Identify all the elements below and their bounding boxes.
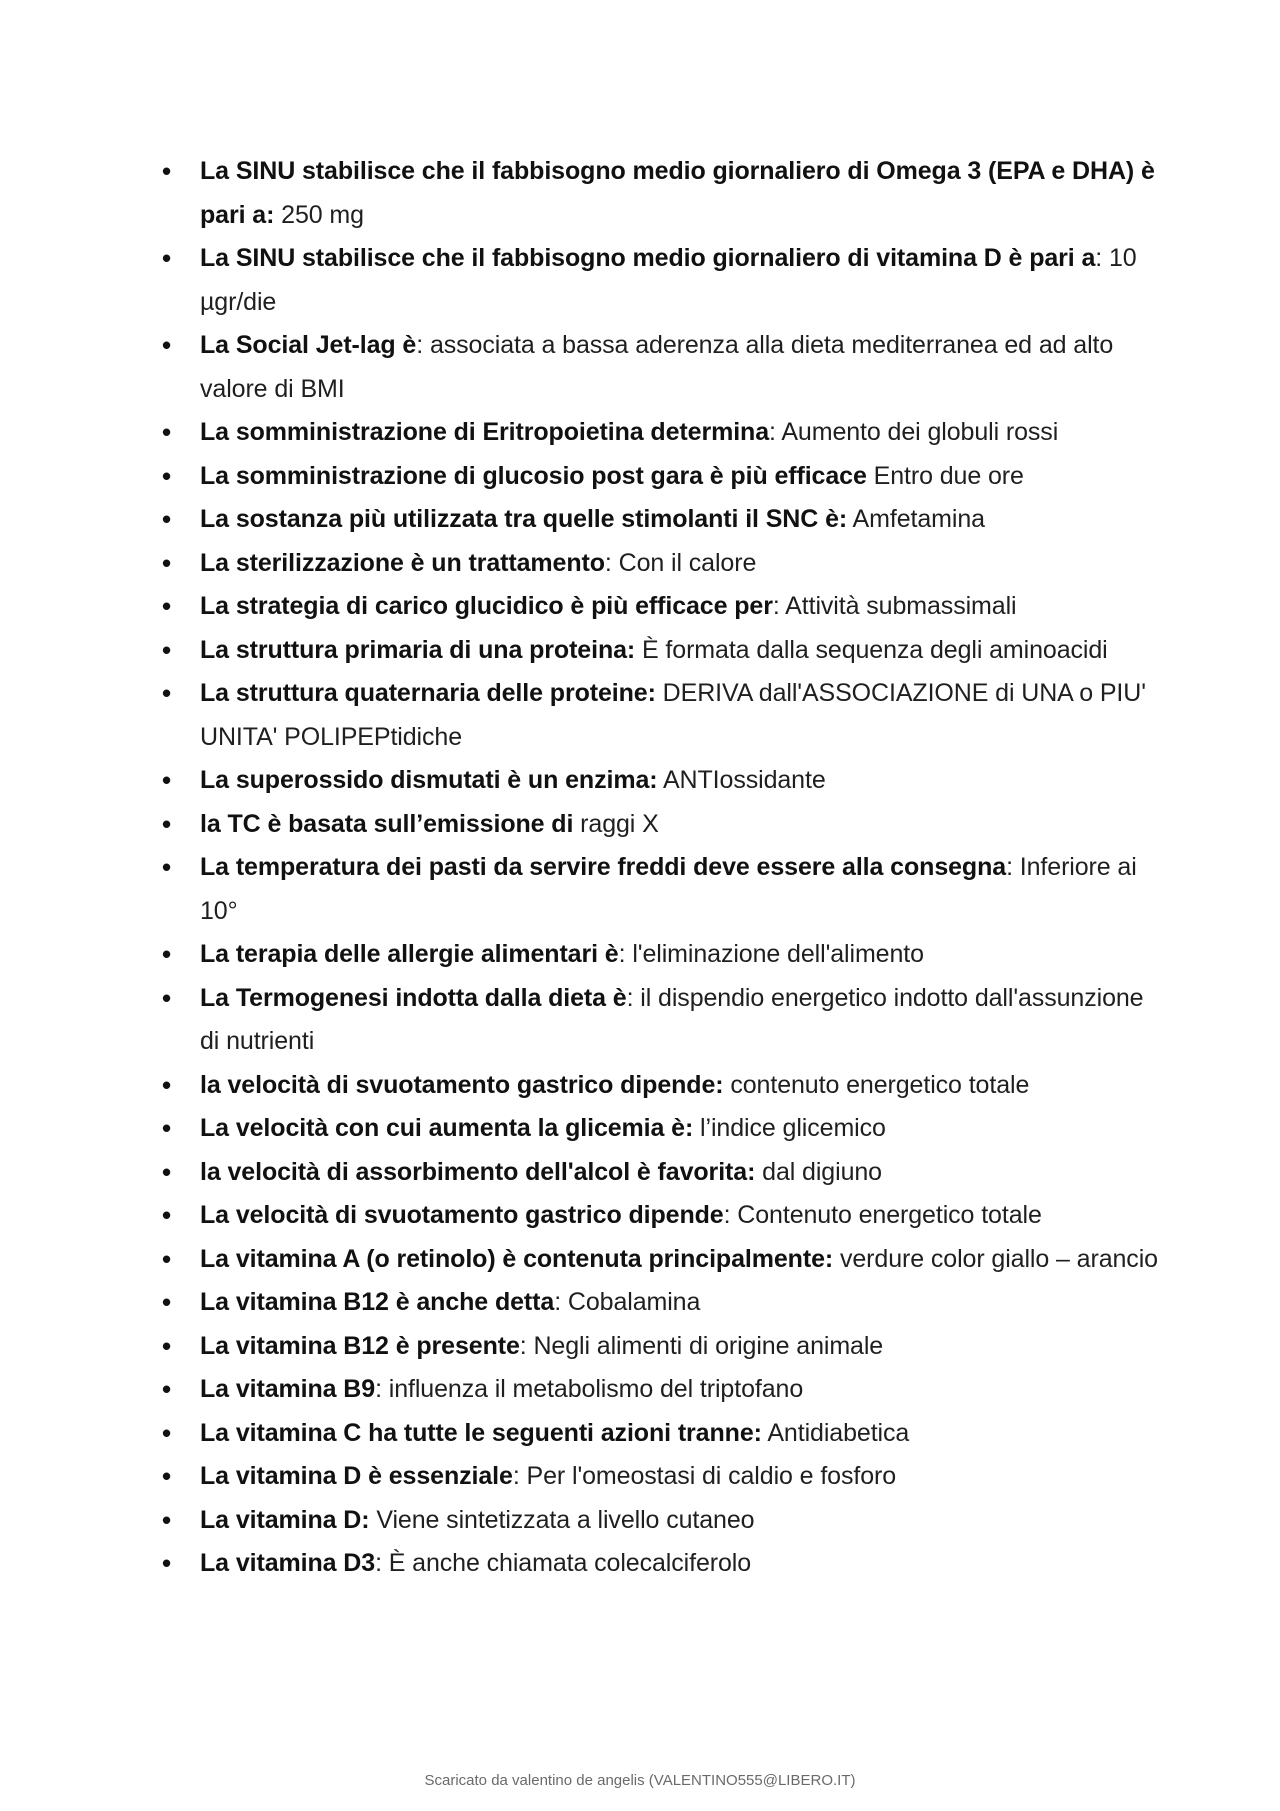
download-footer: Scaricato da valentino de angelis (VALENTINO555@LIBERO.IT): [424, 1772, 856, 1789]
question-text: La Termogenesi indotta dalla dieta è: [200, 983, 627, 1012]
question-text: la TC è basata sull’emissione di: [200, 809, 574, 838]
list-item: [162, 455, 1162, 499]
answer-text: Antidiabetica: [761, 1418, 910, 1447]
list-item: [162, 411, 1162, 455]
list-item: [162, 1238, 1162, 1282]
qa-list: [162, 150, 1162, 1586]
list-item: [162, 324, 1162, 411]
list-item: [162, 1455, 1162, 1499]
answer-text: : influenza il metabolismo del triptofano: [375, 1375, 804, 1403]
question-text: La sostanza più utilizzata tra quelle stimolanti il SNC è:: [200, 505, 848, 533]
list-item: [162, 1499, 1162, 1543]
question-text: La temperatura dei pasti da servire freddi deve essere alla consegna: [200, 853, 1007, 881]
answer-text: : l'eliminazione dell'alimento: [618, 940, 924, 968]
question-text: La somministrazione di Eritropoietina determina: [200, 418, 770, 446]
list-item: [162, 1194, 1162, 1238]
list-item: [162, 803, 1162, 847]
answer-text: : È anche chiamata colecalciferolo: [375, 1549, 752, 1577]
answer-text: verdure color giallo – arancio: [833, 1244, 1158, 1273]
list-item: [162, 585, 1162, 629]
list-item: [162, 1107, 1162, 1151]
answer-text: : 10 µgr/die: [200, 244, 1137, 316]
answer-text: : Inferiore ai 10°: [200, 853, 1137, 925]
answer-text: 250 mg: [274, 200, 364, 229]
list-item: [162, 933, 1162, 977]
question-text: la velocità di assorbimento dell'alcol è favorita:: [200, 1157, 756, 1186]
answer-text: ANTIossidante: [657, 766, 826, 794]
question-text: La velocità con cui aumenta la glicemia è:: [200, 1114, 694, 1142]
answer-text: : Per l'omeostasi di caldio e fosforo: [512, 1462, 897, 1490]
question-text: la velocità di svuotamento gastrico dipende:: [200, 1070, 724, 1099]
question-text: La vitamina A (o retinolo) è contenuta principalmente:: [200, 1244, 834, 1273]
answer-text: : Negli alimenti di origine animale: [519, 1331, 884, 1360]
answer-text: contenuto energetico totale: [723, 1070, 1030, 1099]
question-text: La vitamina D:: [200, 1505, 370, 1534]
list-item: [162, 1368, 1162, 1412]
answer-text: : Contenuto energetico totale: [723, 1201, 1042, 1229]
question-text: La vitamina D3: [200, 1549, 376, 1577]
list-item: [162, 629, 1162, 673]
answer-text: Viene sintetizzata a livello cutaneo: [369, 1505, 755, 1534]
list-item: [162, 1151, 1162, 1195]
question-text: La strategia di carico glucidico è più efficace per: [200, 592, 773, 620]
question-text: La SINU stabilisce che il fabbisogno medio giornaliero di Omega 3 (EPA e DHA) è pari a:: [200, 157, 1155, 229]
answer-text: dal digiuno: [755, 1157, 882, 1186]
list-item: [162, 759, 1162, 803]
answer-text: È formata dalla sequenza degli aminoacidi: [635, 635, 1108, 664]
question-text: La SINU stabilisce che il fabbisogno medio giornaliero di vitamina D è pari a: [200, 244, 1096, 272]
answer-text: : Con il calore: [604, 548, 757, 577]
list-item: [162, 150, 1162, 237]
question-text: La Social Jet-lag è: [200, 331, 417, 359]
question-text: La struttura quaternaria delle proteine:: [200, 679, 656, 707]
list-item: [162, 846, 1162, 933]
list-item: [162, 1325, 1162, 1369]
answer-text: : Aumento dei globuli rossi: [769, 418, 1059, 446]
question-text: La terapia delle allergie alimentari è: [200, 940, 619, 968]
question-text: La vitamina B12 è presente: [200, 1331, 520, 1360]
question-text: La superossido dismutati è un enzima:: [200, 766, 658, 794]
question-text: La velocità di svuotamento gastrico dipende: [200, 1201, 724, 1229]
answer-text: Amfetamina: [847, 505, 985, 533]
question-text: La vitamina C ha tutte le seguenti azioni tranne:: [200, 1418, 762, 1447]
question-text: La vitamina D è essenziale: [200, 1462, 513, 1490]
question-text: La sterilizzazione è un trattamento: [200, 548, 605, 577]
question-text: La struttura primaria di una proteina:: [200, 635, 636, 664]
list-item: [162, 498, 1162, 542]
question-text: La somministrazione di glucosio post gara è più efficace: [200, 461, 867, 490]
answer-text: : Cobalamina: [554, 1288, 701, 1316]
list-item: [162, 1412, 1162, 1456]
list-item: [162, 1064, 1162, 1108]
answer-text: raggi X: [573, 809, 659, 838]
list-item: [162, 237, 1162, 324]
question-text: La vitamina B12 è anche detta: [200, 1288, 555, 1316]
answer-text: Entro due ore: [866, 461, 1024, 490]
answer-text: : Attività submassimali: [772, 592, 1017, 620]
answer-text: DERIVA dall'ASSOCIAZIONE di UNA o PIU' UNITA' POLIPEPtidiche: [200, 679, 1146, 751]
list-item: [162, 1281, 1162, 1325]
list-item: [162, 1542, 1162, 1586]
answer-text: l’indice glicemico: [693, 1114, 886, 1142]
question-text: La vitamina B9: [200, 1375, 376, 1403]
answer-text: : associata a bassa aderenza alla dieta mediterranea ed ad alto valore di BMI: [200, 331, 1114, 403]
answer-text: : il dispendio energetico indotto dall'assunzione di nutrienti: [200, 983, 1144, 1055]
list-item: [162, 672, 1162, 759]
list-item: [162, 977, 1162, 1064]
list-item: [162, 542, 1162, 586]
